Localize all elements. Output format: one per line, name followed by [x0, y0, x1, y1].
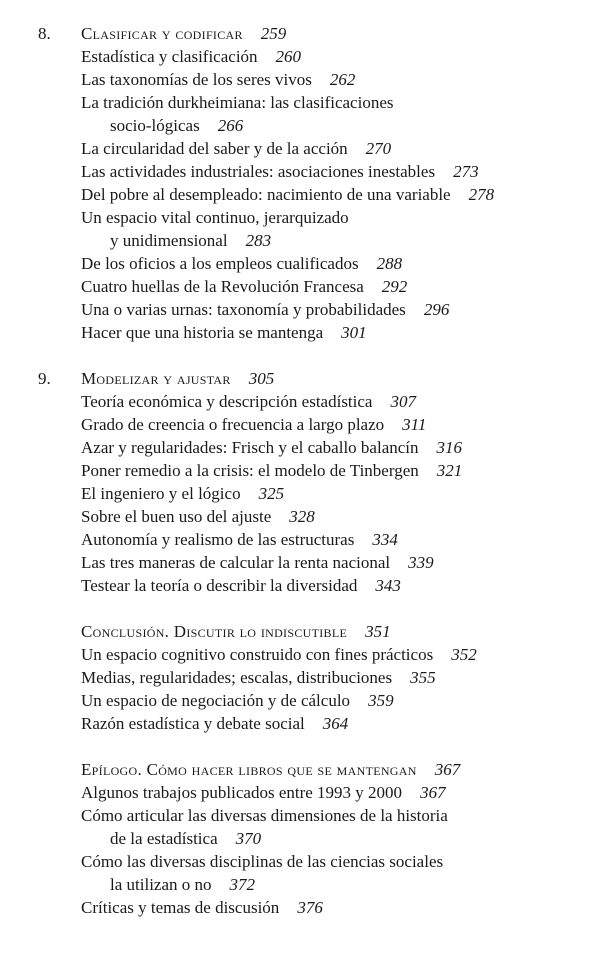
chapter-title: Conclusión. Discutir lo indiscutible: [81, 622, 348, 641]
entry-title: Hacer que una historia se mantenga: [81, 323, 324, 342]
entry-title: Estadística y clasificación: [81, 47, 258, 66]
entry-title: Testear la teoría o describir la diversidad: [81, 576, 358, 595]
page-number: 296: [423, 300, 450, 319]
entry-title: Las actividades industriales: asociaciones inestables: [81, 162, 436, 181]
entry-title: de la estadística: [110, 829, 218, 848]
toc-chapter: [0, 620, 600, 735]
page-number: 260: [275, 47, 302, 66]
page-number: 292: [381, 277, 408, 296]
entry-title: Autonomía y realismo de las estructuras: [81, 530, 355, 549]
page-number: 359: [368, 691, 394, 710]
chapter-heading: [0, 367, 600, 390]
entry-title: Algunos trabajos publicados entre 1993 y 2000: [81, 783, 403, 802]
entry-title: Una o varias urnas: taxonomía y probabilidades: [81, 300, 406, 319]
entry-title: Un espacio vital continuo, jerarquizado: [81, 208, 349, 227]
page-number: 307: [390, 392, 416, 411]
entry-title: La tradición durkheimiana: las clasificaciones: [81, 93, 394, 112]
entry-title: La circularidad del saber y de la acción: [81, 139, 348, 158]
toc-entry: [0, 45, 600, 68]
page-number: 355: [410, 668, 436, 687]
page-number: 288: [376, 254, 403, 273]
entry-title: Teoría económica y descripción estadística: [81, 392, 373, 411]
entry-title: El ingeniero y el lógico: [81, 484, 241, 503]
toc-chapter: [0, 367, 600, 597]
toc-entry: [0, 252, 600, 275]
page-number: 270: [365, 139, 392, 158]
page-number: 266: [217, 116, 244, 135]
toc-entry: [0, 436, 600, 459]
toc-entry: [0, 413, 600, 436]
toc-entry: [0, 781, 600, 804]
page-number: 278: [468, 185, 495, 204]
toc-entry: [0, 505, 600, 528]
toc-entry: [0, 528, 600, 551]
page-number: 370: [235, 829, 262, 848]
chapter-title: Modelizar y ajustar: [81, 369, 231, 388]
toc-entry: [0, 666, 600, 689]
chapter-number: 9.: [38, 369, 51, 388]
page-number: 343: [375, 576, 401, 595]
toc-entry: [0, 183, 600, 206]
page-number: 367: [420, 783, 446, 802]
page-number: 305: [248, 369, 275, 388]
entry-title: Un espacio cognitivo construido con fines prácticos: [81, 645, 434, 664]
page-number: 283: [245, 231, 272, 250]
toc-entry: [0, 689, 600, 712]
toc-entry: [0, 91, 600, 114]
entry-title: Las tres maneras de calcular la renta nacional: [81, 553, 391, 572]
toc-entry: [0, 68, 600, 91]
page-number: 321: [436, 461, 463, 480]
page-number: 328: [289, 507, 315, 526]
page-number: 334: [372, 530, 398, 549]
entry-title: Cómo las diversas disciplinas de las ciencias sociales: [81, 852, 444, 871]
table-of-contents: [0, 22, 600, 942]
entry-title: Las taxonomías de los seres vivos: [81, 70, 312, 89]
toc-entry: [0, 459, 600, 482]
chapter-number: 8.: [38, 24, 51, 43]
toc-entry: [0, 643, 600, 666]
entry-title: Un espacio de negociación y de cálculo: [81, 691, 351, 710]
entry-title: Cómo articular las diversas dimensiones de la historia: [81, 806, 448, 825]
page-number: 339: [408, 553, 434, 572]
page-number: 376: [297, 898, 323, 917]
toc-entry: [0, 298, 600, 321]
entry-title: Del pobre al desempleado: nacimiento de una variable: [81, 185, 451, 204]
toc-entry: [0, 551, 600, 574]
toc-entry: [0, 160, 600, 183]
toc-entry: [0, 712, 600, 735]
toc-entry: [0, 850, 600, 873]
chapter-heading: [0, 620, 600, 643]
page-number: 352: [451, 645, 477, 664]
page-number: 262: [329, 70, 356, 89]
page-number: 316: [436, 438, 463, 457]
page-number: 325: [258, 484, 285, 503]
toc-entry: [0, 574, 600, 597]
entry-title: Cuatro huellas de la Revolución Francesa: [81, 277, 364, 296]
toc-entry: [0, 827, 600, 850]
toc-chapter: [0, 758, 600, 919]
entry-title: la utilizan o no: [110, 875, 212, 894]
toc-entry: [0, 137, 600, 160]
toc-entry: [0, 804, 600, 827]
entry-title: Azar y regularidades: Frisch y el caballo balancín: [81, 438, 419, 457]
entry-title: Críticas y temas de discusión: [81, 898, 280, 917]
page-number: 364: [322, 714, 349, 733]
entry-title: Razón estadística y debate social: [81, 714, 305, 733]
toc-entry: [0, 275, 600, 298]
page-number: 372: [229, 875, 256, 894]
chapter-heading: [0, 758, 600, 781]
page-number: 367: [434, 760, 461, 779]
page-number: 351: [365, 622, 391, 641]
toc-entry: [0, 873, 600, 896]
entry-title: Sobre el buen uso del ajuste: [81, 507, 272, 526]
chapter-heading: [0, 22, 600, 45]
toc-entry: [0, 229, 600, 252]
toc-entry: [0, 114, 600, 137]
page-number: 301: [341, 323, 367, 342]
entry-title: Poner remedio a la crisis: el modelo de Tinbergen: [81, 461, 419, 480]
toc-chapter: [0, 22, 600, 344]
entry-title: De los oficios a los empleos cualificados: [81, 254, 359, 273]
entry-title: Grado de creencia o frecuencia a largo plazo: [81, 415, 385, 434]
toc-entry: [0, 321, 600, 344]
page-number: 259: [260, 24, 287, 43]
toc-entry: [0, 206, 600, 229]
entry-title: socio-lógicas: [110, 116, 200, 135]
chapter-title: Epílogo. Cómo hacer libros que se mantengan: [81, 760, 417, 779]
page-number: 273: [453, 162, 479, 181]
chapter-title: Clasificar y codificar: [81, 24, 243, 43]
page-number: 311: [402, 415, 427, 434]
toc-entry: [0, 482, 600, 505]
toc-entry: [0, 390, 600, 413]
entry-title: y unidimensional: [110, 231, 228, 250]
entry-title: Medias, regularidades; escalas, distribuciones: [81, 668, 393, 687]
toc-entry: [0, 896, 600, 919]
